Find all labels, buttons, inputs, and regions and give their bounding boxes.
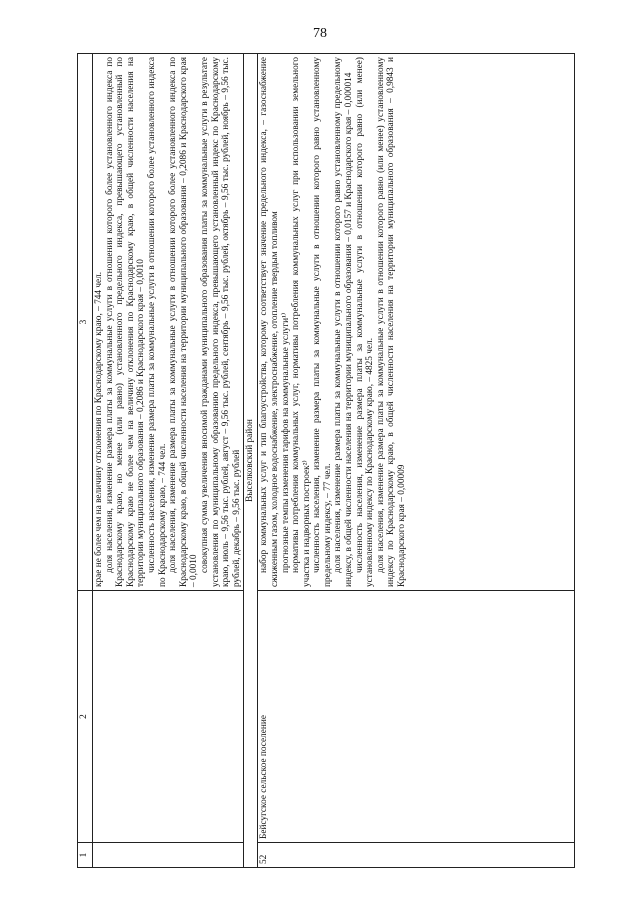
section-row	[244, 54, 258, 868]
row-paragraph: численность населения, изменение размера платы за коммунальные услуги в отношении которого равно (или менее) установленному индексу по Краснодарскому краю, – 4825 чел.	[354, 57, 376, 587]
continued-paragraph: доля населения, изменение размера платы за коммунальные услуги в отношении которого более установленного индекса по Краснодарскому краю, в общей численности населения на территории муниципального образования – 0,2086 и Краснодарского края – 0,0010	[168, 57, 200, 587]
continued-row-name	[93, 591, 244, 843]
row-paragraph: прогнозные темпы изменения тарифов на коммунальные услуги¹⁾	[280, 312, 291, 573]
row-paragraph: численность населения, изменение размера платы за коммунальные услуги в отношении которого равно установленному предельному индексу, – 77 чел.	[312, 57, 333, 587]
section-title: Выселковский район	[244, 54, 258, 868]
header-col-1: 1	[78, 843, 93, 868]
row-text	[258, 54, 575, 591]
row-paragraph: доля населения, изменение размера платы за коммунальные услуги в отношении которого равно установленному предельному индексу, в общей численности населения на территории муниципального образования – 0,0157 и Краснодарского края – 0,000014	[333, 57, 355, 587]
rotated-table-container	[77, 53, 575, 868]
continued-row-number	[93, 843, 244, 868]
continued-paragraph: совокупная сумма увеличения вносимой гражданами муниципального образования платы за коммунальные услуги в результате установления по муниципальному образованию предельного индекса, превышающего установленный индекс по Краснодарскому краю, июль – 9,56 тыс. рублей, август – 9,56 тыс. рублей, сентябрь – 9,56 тыс. рублей, октябрь – 9,56 тыс. рублей, ноябрь – 9,56 тыс. рублей, декабрь – 9,56 тыс. рублей	[199, 57, 242, 587]
row-settlement-name: Бейсугское сельское поселение	[258, 591, 575, 843]
header-col-2: 2	[78, 591, 93, 843]
continued-row	[93, 54, 244, 868]
page-number: 78	[313, 26, 327, 41]
continued-paragraph: доля населения, изменение размера платы за коммунальные услуги в отношении которого более установленного индекса по Краснодарскому краю, но менее (или равно) установленного предельного индекса, превышающего установленный по Краснодарскому краю не более чем на величину отклонения по Краснодарскому краю, в общей численности населения на территории муниципального образования – 0,2086 и Краснодарского края – 0,0010	[104, 57, 147, 587]
row-paragraph: нормативы потребления коммунальных услуг, нормативы потребления коммунальных услуг при использовании земельного участка и надворных построек²⁾	[291, 57, 312, 587]
table-row	[258, 54, 575, 868]
table-header-row	[78, 54, 93, 868]
row-paragraph: набор коммунальных услуг и тип благоустройства, которому соответствует значение предельного индекса, – газоснабжение сжиженным газом, холодное водоснабжение, электроснабжение, отопление твердым топливом	[259, 57, 280, 587]
indices-table	[77, 53, 575, 868]
continued-paragraph: крае не более чем на величину отклонения по Краснодарскому краю, – 744 чел.	[94, 271, 104, 587]
continued-paragraph: численность населения, изменение размера платы за коммунальные услуги в отношении которого более установленного индекса по Краснодарскому краю, – 744 чел.	[146, 57, 168, 587]
row-number: 52	[258, 843, 575, 868]
row-paragraph: доля населения, изменение размера платы за коммунальные услуги в отношении которого равно (или менее) установленному индексу по Краснодарскому краю, в общей численности населения на территории муниципального образования – 0,9843 и Краснодарского края – 0,00009	[375, 57, 408, 587]
header-col-3: 3	[78, 54, 93, 591]
continued-row-text	[93, 54, 244, 591]
